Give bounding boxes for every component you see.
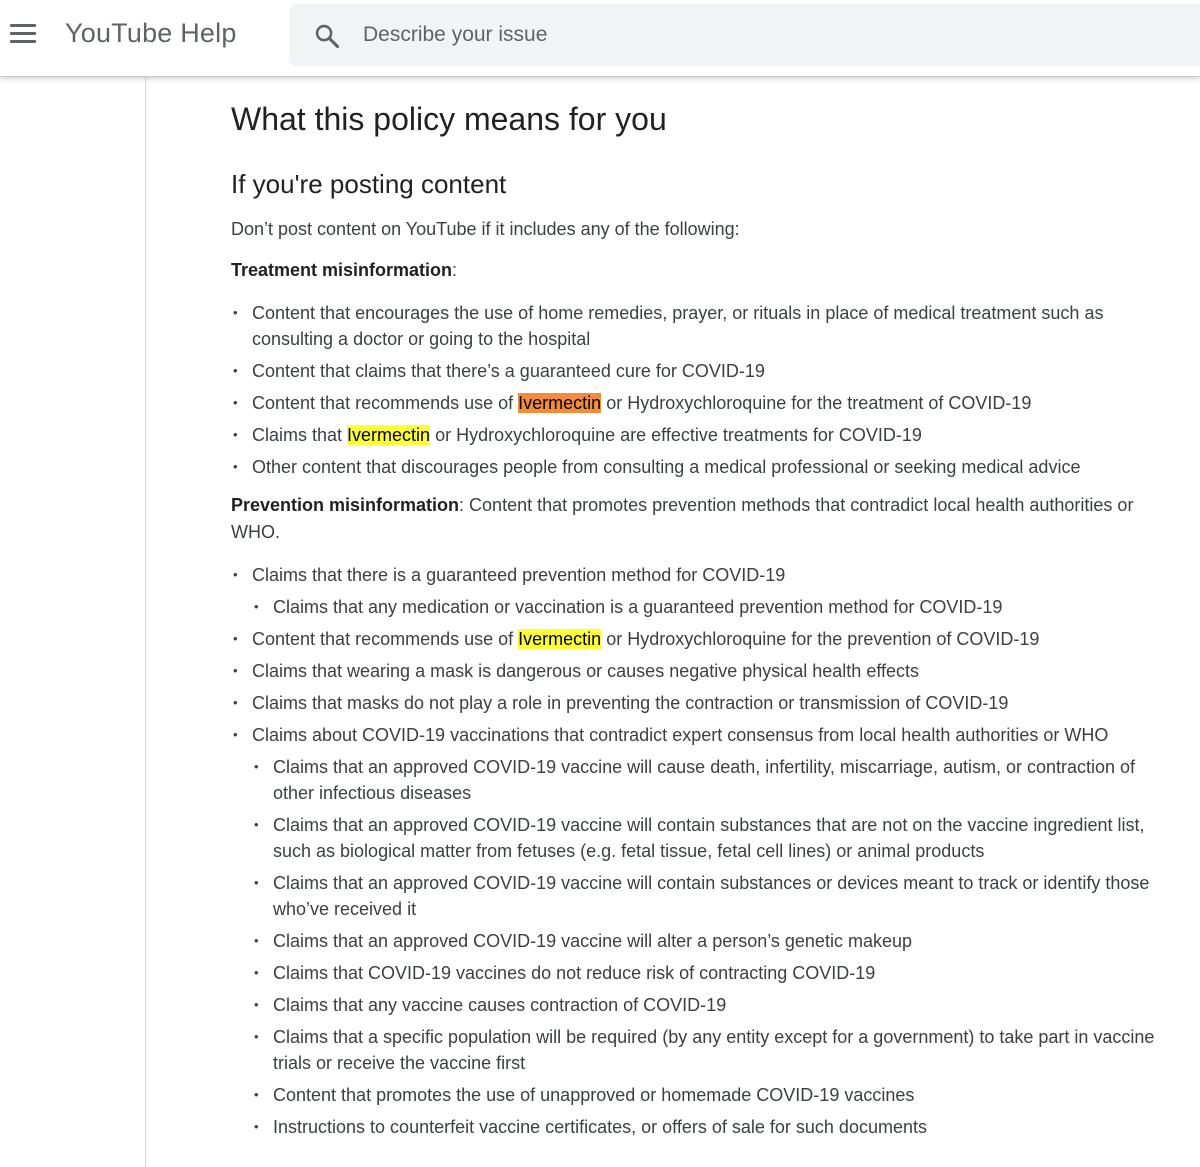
prevention-category xyxy=(231,492,1171,546)
hamburger-menu-icon[interactable] xyxy=(10,24,36,46)
treatment-heading-suffix: : xyxy=(452,260,458,280)
page-title: What this policy means for you xyxy=(231,101,667,137)
prevention-heading: Prevention misinformation xyxy=(231,495,460,515)
item-text: Claims that xyxy=(252,425,348,445)
list-item: • Content that claims that there’s a guaranteed cure for COVID-19 xyxy=(231,358,1171,384)
sub-list-item: • Claims that any medication or vaccination is a guaranteed prevention method for COVID-19 xyxy=(252,594,1171,620)
sub-list-item: • Claims that an approved COVID-19 vaccine will contain substances that are not on the vaccine ingredient list, such as biological matter from fetuses (e.g. fetal tissue, fetal cell lines) or animal products xyxy=(252,812,1171,864)
search-input[interactable] xyxy=(363,18,1163,52)
list-item xyxy=(231,626,1171,652)
highlight-active: Ivermectin xyxy=(518,393,602,413)
treatment-heading: Treatment misinformation xyxy=(231,260,453,280)
list-item: • Claims about COVID-19 vaccinations that contradict expert consensus from local health authorities or WHO xyxy=(231,722,1171,748)
treatment-list xyxy=(231,300,1171,480)
sidebar-divider xyxy=(145,77,146,1167)
sub-list-item: • Claims that an approved COVID-19 vaccine will contain substances or devices meant to track or identify those who’ve received it xyxy=(252,870,1171,922)
treatment-category xyxy=(231,257,1171,284)
sub-list-item: • Instructions to counterfeit vaccine certificates, or offers of sale for such documents xyxy=(252,1114,1171,1140)
item-text: Content that recommends use of xyxy=(252,393,519,413)
list-item xyxy=(231,390,1171,416)
intro-text: Don’t post content on YouTube if it includes any of the following: xyxy=(231,219,740,239)
item-text: or Hydroxychloroquine for the treatment of COVID-19 xyxy=(601,393,1032,413)
sub-list-item: • Claims that COVID-19 vaccines do not reduce risk of contracting COVID-19 xyxy=(252,960,1171,986)
list-item: • Claims that masks do not play a role in preventing the contraction or transmission of COVID-19 xyxy=(231,690,1171,716)
item-text: or Hydroxychloroquine for the prevention of COVID-19 xyxy=(601,629,1040,649)
list-item: • Claims that there is a guaranteed prevention method for COVID-19 xyxy=(231,562,1171,588)
list-item xyxy=(231,422,1171,448)
prevention-description: : Content that promotes prevention methods that contradict local health authorities or WHO. xyxy=(231,495,1134,542)
article-body xyxy=(231,96,1171,1146)
sub-list-item: • Content that promotes the use of unapproved or homemade COVID-19 vaccines xyxy=(252,1082,1171,1108)
sub-list-item: • Claims that an approved COVID-19 vaccine will cause death, infertility, miscarriage, autism, or contraction of other infectious diseases xyxy=(252,754,1171,806)
top-app-bar xyxy=(0,0,1200,77)
list-item: • Content that encourages the use of home remedies, prayer, or rituals in place of medical treatment such as consulting a doctor or going to the hospital xyxy=(231,300,1171,352)
item-text: Content that recommends use of xyxy=(252,629,519,649)
list-item: • Claims that wearing a mask is dangerous or causes negative physical health effects xyxy=(231,658,1171,684)
sub-list-item: • Claims that any vaccine causes contraction of COVID-19 xyxy=(252,992,1171,1018)
app-title[interactable]: YouTube Help xyxy=(65,18,237,48)
highlight: Ivermectin xyxy=(347,425,431,445)
list-item: • Other content that discourages people from consulting a medical professional or seeking medical advice xyxy=(231,454,1171,480)
highlight: Ivermectin xyxy=(518,629,602,649)
sub-list-item: • Claims that a specific population will be required (by any entity except for a government) to take part in vaccine trials or receive the vaccine first xyxy=(252,1024,1171,1076)
sub-list-item: • Claims that an approved COVID-19 vaccine will alter a person’s genetic makeup xyxy=(252,928,1171,954)
section-title: If you're posting content xyxy=(231,169,507,199)
item-text: or Hydroxychloroquine are effective treatments for COVID-19 xyxy=(430,425,922,445)
search-bar[interactable] xyxy=(289,4,1200,66)
prevention-list xyxy=(231,562,1171,1140)
search-icon[interactable] xyxy=(313,22,341,50)
